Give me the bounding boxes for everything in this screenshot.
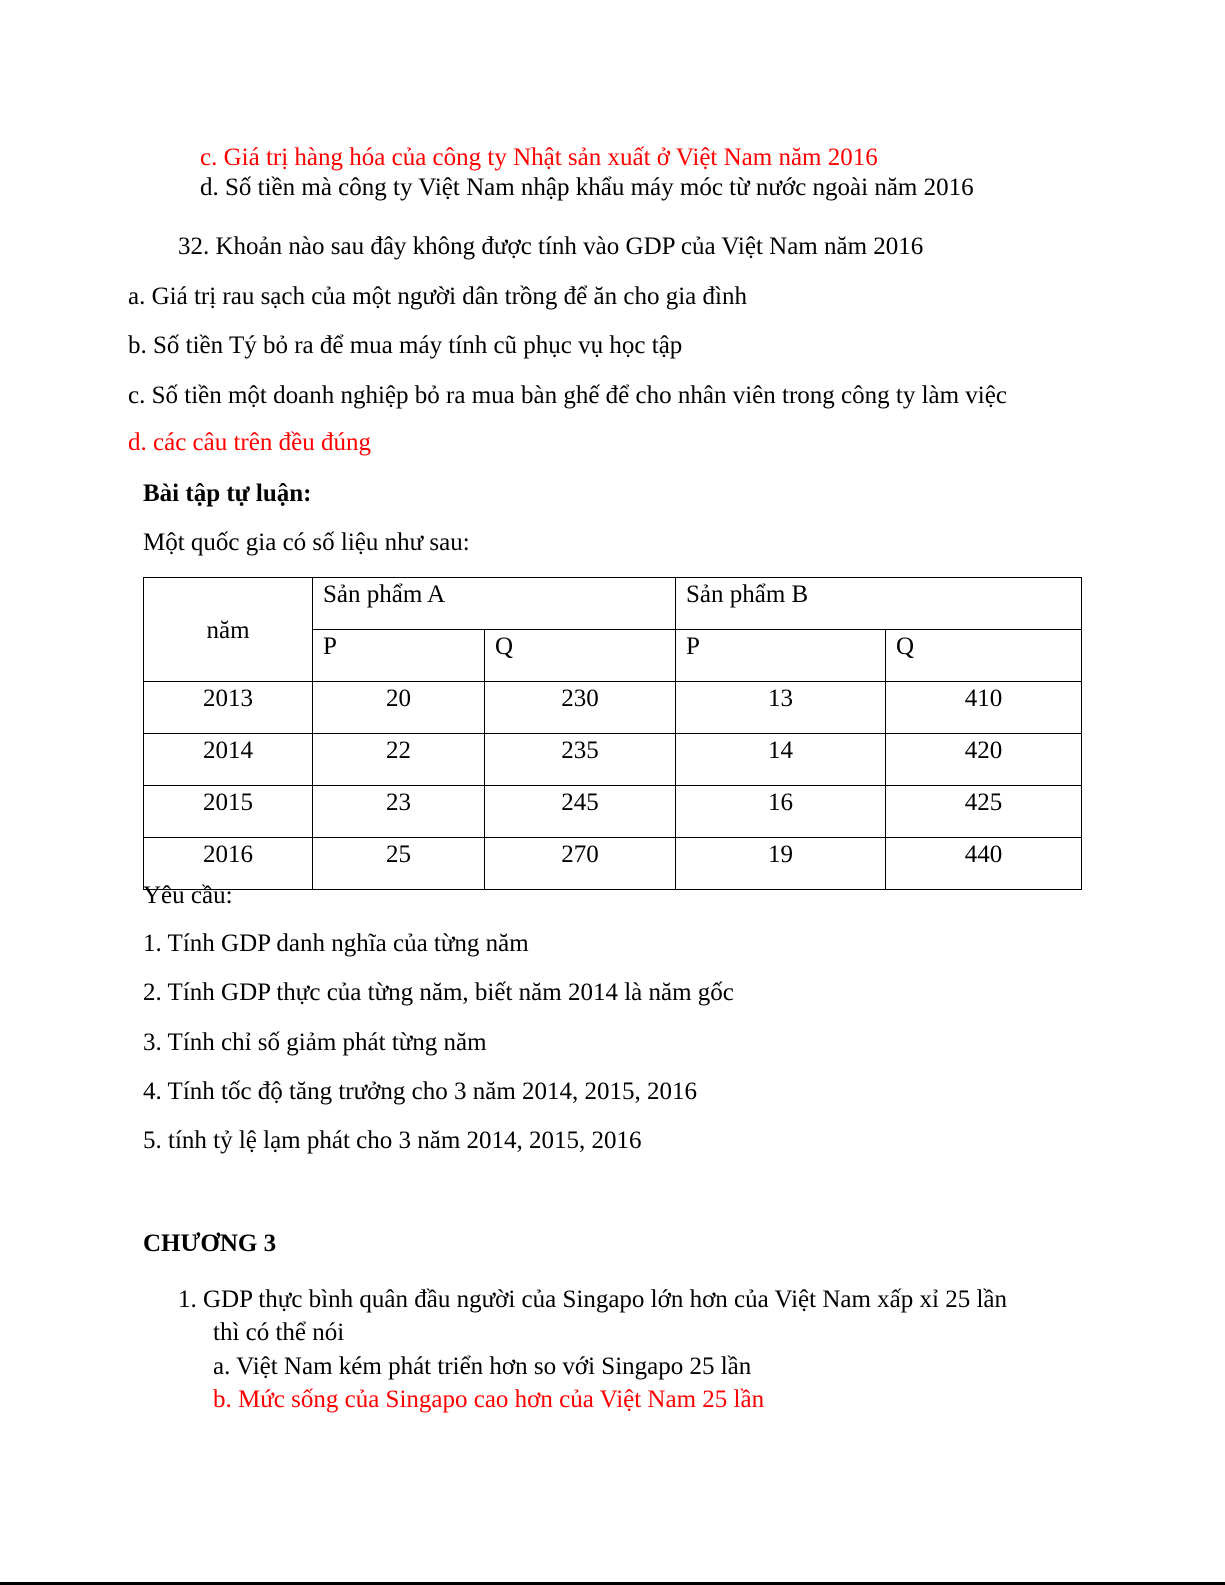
ch3-option-b: b. Mức sống của Singapo cao hơn của Việt Nam 25 lần [213,1386,765,1413]
q31-option-d: d. Số tiền mà công ty Việt Nam nhập khẩu máy móc từ nước ngoài năm 2016 [200,174,974,201]
price-a-cell: 20 [313,682,485,734]
price-b-header: P [676,630,886,682]
requirement-item: 4. Tính tốc độ tăng trưởng cho 3 năm 2014, 2015, 2016 [143,1078,698,1105]
q32-option-a: a. Giá trị rau sạch của một người dân trồng để ăn cho gia đình [128,283,747,310]
data-table [143,577,1082,890]
price-b-cell: 19 [676,838,886,890]
table-row [144,838,1082,890]
requirement-item: 3. Tính chỉ số giảm phát từng năm [143,1029,487,1056]
q32-option-c: c. Số tiền một doanh nghiệp bỏ ra mua bàn ghế để cho nhân viên trong công ty làm việc [128,382,1007,409]
product-b-header: Sản phẩm B [676,578,1082,630]
quantity-b-cell: 410 [886,682,1082,734]
requirement-item: 2. Tính GDP thực của từng năm, biết năm 2014 là năm gốc [143,979,734,1006]
table-row [144,682,1082,734]
price-b-cell: 14 [676,734,886,786]
ch3-q1-line1: 1. GDP thực bình quân đầu người của Singapo lớn hơn của Việt Nam xấp xỉ 25 lần [178,1286,1008,1313]
year-cell: 2015 [144,786,313,838]
quantity-b-cell: 425 [886,786,1082,838]
price-b-cell: 16 [676,786,886,838]
price-a-cell: 23 [313,786,485,838]
q32-question: 32. Khoản nào sau đây không được tính vào GDP của Việt Nam năm 2016 [178,233,924,260]
q31-option-c: c. Giá trị hàng hóa của công ty Nhật sản xuất ở Việt Nam năm 2016 [200,144,878,171]
year-cell: 2013 [144,682,313,734]
price-a-header: P [313,630,485,682]
requirements-label: Yêu cầu: [143,882,233,909]
table-row [144,734,1082,786]
q32-option-d: d. các câu trên đều đúng [128,429,371,456]
year-cell: 2014 [144,734,313,786]
ch3-q1-line2: thì có thể nói [213,1319,345,1346]
quantity-a-header: Q [485,630,676,682]
essay-heading: Bài tập tự luận: [143,480,312,507]
price-a-cell: 25 [313,838,485,890]
quantity-b-cell: 420 [886,734,1082,786]
q32-option-b: b. Số tiền Tý bỏ ra để mua máy tính cũ phục vụ học tập [128,332,683,359]
price-a-cell: 22 [313,734,485,786]
quantity-a-cell: 270 [485,838,676,890]
table-row [144,786,1082,838]
quantity-a-cell: 230 [485,682,676,734]
year-header: năm [144,578,313,682]
essay-intro: Một quốc gia có số liệu như sau: [143,529,470,556]
price-b-cell: 13 [676,682,886,734]
requirement-item: 5. tính tỷ lệ lạm phát cho 3 năm 2014, 2015, 2016 [143,1127,642,1154]
year-cell: 2016 [144,838,313,890]
quantity-a-cell: 235 [485,734,676,786]
requirement-item: 1. Tính GDP danh nghĩa của từng năm [143,930,529,957]
quantity-a-cell: 245 [485,786,676,838]
quantity-b-header: Q [886,630,1082,682]
ch3-option-a: a. Việt Nam kém phát triển hơn so với Singapo 25 lần [213,1353,752,1380]
chapter-heading: CHƯƠNG 3 [143,1230,277,1257]
quantity-b-cell: 440 [886,838,1082,890]
product-a-header: Sản phẩm A [313,578,676,630]
